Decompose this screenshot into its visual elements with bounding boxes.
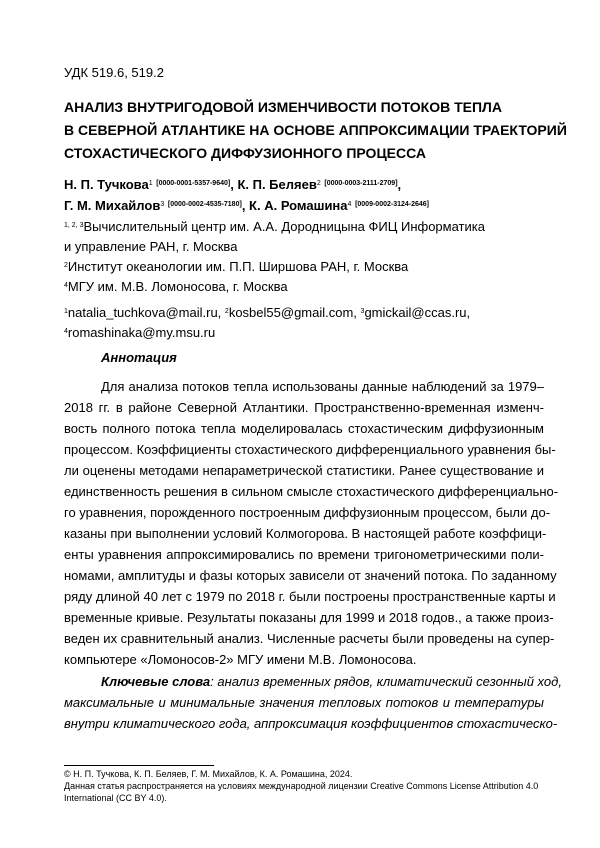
author-sup: 3 — [160, 201, 165, 208]
email-link[interactable]: natalia_tuchkova@mail.ru, — [67, 305, 222, 320]
author-sup: 1 — [148, 180, 153, 187]
abstract-line: казаны при выполнении условий Колмогорова. В настоящей работе коэффици- — [64, 526, 547, 541]
author-name: Г. М. Михайлов — [64, 198, 161, 213]
email-link[interactable]: kosbel55@gmail.com, — [228, 305, 357, 320]
license-footnote — [64, 768, 554, 804]
author-orcid: [0009-0002-3124-2646] — [355, 201, 430, 208]
author-sup: 2 — [316, 180, 321, 187]
keywords-text: максимальные и минимальные значения тепловых потоков и температуры — [64, 695, 544, 710]
abstract-line: единственность решения в сильном смысле стохастического дифференциально- — [64, 484, 559, 499]
abstract-line: енты уравнения аппроксимировались по времени тригонометрическими поли- — [64, 547, 544, 562]
email-sup: 3 — [360, 308, 365, 315]
license-line: Данная статья распространяется на условиях международной лицензии Creative Commons License Attribution 4.0 — [64, 781, 539, 791]
email-sup: 4 — [64, 328, 68, 335]
abstract-line: 2018 гг. в районе Северной Атлантики. Пространственно-временная изменч- — [64, 400, 544, 415]
title-line: СТОХАСТИЧЕСКОГО ДИФФУЗИОННОГО ПРОЦЕССА — [64, 145, 426, 161]
author-orcid: [0000-0002-4535-7180] — [167, 201, 242, 208]
keywords-block — [64, 671, 562, 734]
affiliation-text: МГУ им. М.В. Ломоносова, г. Москва — [67, 279, 288, 294]
affiliation-text: и управление РАН, г. Москва — [64, 239, 238, 254]
author-name: К. П. Беляев — [237, 177, 317, 192]
udk-code: УДК 519.6, 519.2 — [64, 65, 164, 80]
abstract-line: го уравнения, порожденного построенным диффузионным процессом, были до- — [64, 505, 551, 520]
abstract-line: компьютере «Ломоносов-2» МГУ имени М.В. Ломоносова. — [64, 652, 417, 667]
author-sup: 4 — [347, 201, 352, 208]
email-link[interactable]: romashinaka@my.msu.ru — [67, 325, 216, 340]
keywords-label: Ключевые слова — [101, 674, 211, 689]
author-orcid: [0000-0003-2111-2709] — [324, 180, 398, 187]
affiliation-sup: 1, 2, 3 — [64, 222, 84, 229]
abstract-line: вость полного потока тепла моделировалась стохастическим диффузионным — [64, 421, 544, 436]
license-line: International (CC BY 4.0). — [64, 793, 167, 803]
email-sup: 1 — [64, 308, 68, 315]
abstract-body — [64, 376, 559, 670]
author-list: Н. П. Тучкова$^1$ [0000-0001-5357-9640], К. П. Беляев$^2$ [0000-0003-2111-2709], Г. М. Михайлов$^3$ [0000-0002-4535-7180], К. А. Ромашина$^4$ [0009-0002-3124-2646] — [64, 177, 430, 213]
abstract-line: ряду длиной 40 лет с 1979 по 2018 г. были построены пространственные карты и — [64, 589, 556, 604]
affiliation-text: Вычислительный центр им. А.А. Дородницына ФИЦ Информатика — [83, 219, 485, 234]
email-link[interactable]: gmickail@ccas.ru, — [364, 305, 471, 320]
title-line: В СЕВЕРНОЙ АТЛАНТИКЕ НА ОСНОВЕ АППРОКСИМАЦИИ ТРАЕКТОРИЙ — [64, 122, 567, 138]
author-orcid: [0000-0001-5357-9640] — [156, 180, 231, 187]
abstract-line: процессом. Коэффициенты стохастического дифференциального уравнения бы- — [64, 442, 556, 457]
affiliation-text: Институт океанологии им. П.П. Ширшова РАН, г. Москва — [67, 259, 409, 274]
affiliation-sup: 4 — [64, 282, 68, 289]
email-sup: 2 — [224, 308, 229, 315]
abstract-heading: Аннотация — [101, 350, 177, 365]
abstract-line: Для анализа потоков тепла использованы данные наблюдений за 1979– — [101, 379, 544, 394]
title-line: АНАЛИЗ ВНУТРИГОДОВОЙ ИЗМЕНЧИВОСТИ ПОТОКОВ ТЕПЛА — [64, 99, 502, 115]
footnote-divider — [64, 765, 214, 766]
abstract-line: веден их сравнительный анализ. Численные расчеты были проведены на супер- — [64, 631, 555, 646]
keywords-text: внутри климатического года, аппроксимация коэффициентов стохастическо- — [64, 716, 558, 731]
abstract-line: временные кривые. Результаты показаны для 1999 и 2018 годов., а также произ- — [64, 610, 554, 625]
abstract-line: ли оценены методами непараметрической статистики. Ранее существование и — [64, 463, 544, 478]
keywords-text: : анализ временных рядов, климатический сезонный ход, — [210, 674, 562, 689]
copyright-line: © Н. П. Тучкова, К. П. Беляев, Г. М. Михайлов, К. А. Ромашина, 2024. — [64, 769, 353, 779]
author-name: Н. П. Тучкова — [64, 177, 149, 192]
affiliation-sup: 2 — [64, 262, 68, 269]
abstract-line: номами, амплитуды и фазы которых зависели от значений потока. По заданному — [64, 568, 557, 583]
author-name: К. А. Ромашина — [249, 198, 348, 213]
affiliations — [64, 217, 544, 297]
article-title — [64, 96, 567, 165]
email-list — [64, 303, 544, 343]
